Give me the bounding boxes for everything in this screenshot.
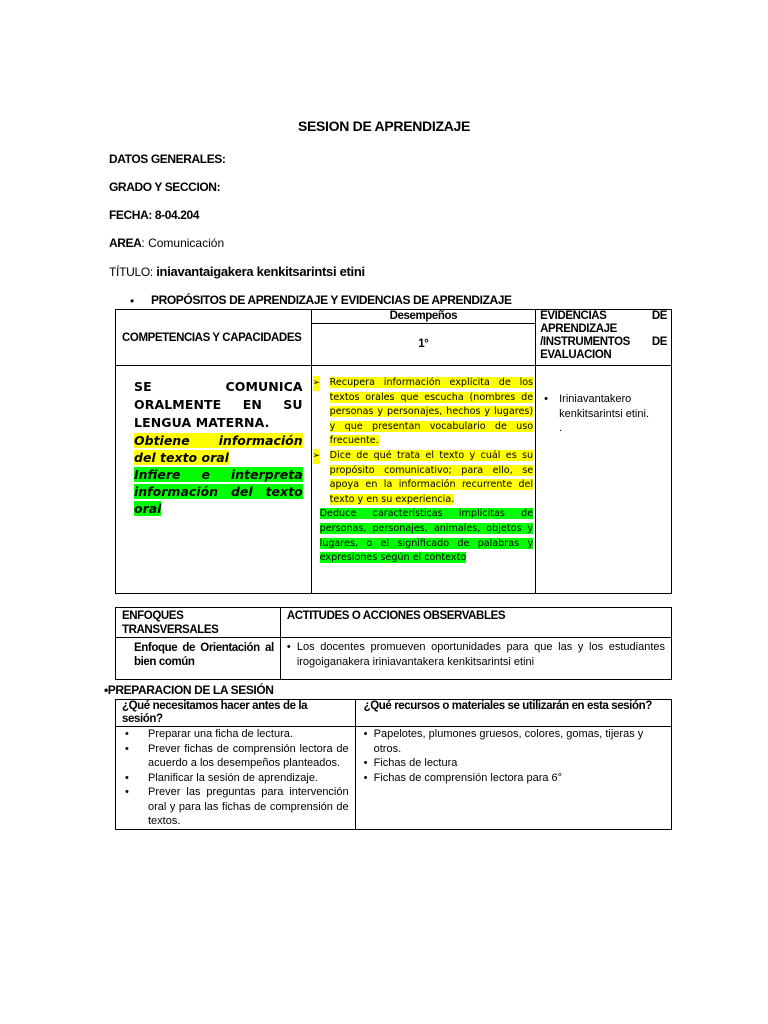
list-item bbox=[356, 771, 667, 786]
evidencia-text: Iriniavantakero kenkitsarintsi etini. bbox=[559, 393, 649, 420]
area-line bbox=[109, 236, 224, 250]
capacidad-infiere bbox=[134, 466, 303, 517]
arrow-bullet-icon: ➢ bbox=[313, 449, 321, 464]
recursos-list bbox=[356, 727, 667, 785]
header-desempenos: Desempeños bbox=[312, 310, 535, 324]
antes-list bbox=[118, 727, 349, 829]
titulo-label: TÍTULO: bbox=[109, 265, 153, 279]
capacidad-obtiene bbox=[134, 432, 303, 466]
bullet-icon: • bbox=[125, 728, 129, 740]
desempeno-text: Recupera información explícita de los textos orales que escucha (nombres de personas y personajes, hechos y lugares) y que presentan vocabulario de uso frecuente. bbox=[329, 377, 534, 447]
preparacion-table bbox=[115, 699, 672, 830]
bullet-icon: • bbox=[125, 742, 129, 755]
competencia-text: SE COMUNICA ORALMENTE EN SU LENGUA MATERNA. bbox=[134, 379, 303, 430]
header-enfoques: ENFOQUES TRANSVERSALES bbox=[122, 610, 219, 636]
competencia-cell bbox=[116, 366, 312, 594]
list-item-text: Prever las preguntas para intervención oral y para las fichas de comprensión de textos. bbox=[148, 786, 349, 827]
list-item-text: Prever fichas de comprensión lectora de acuerdo a los desempeños planteados. bbox=[148, 742, 349, 769]
enfoque-text: Enfoque de Orientación al bien común bbox=[134, 642, 274, 668]
enfoques-table bbox=[115, 607, 672, 680]
header-evidencias-cell bbox=[536, 310, 672, 366]
actitud-text: Los docentes promueven oportunidades para que las y los estudiantes irogoiganakera iriniavantakera kenkitsarintsi etini bbox=[296, 641, 665, 668]
desempeno-item bbox=[313, 449, 533, 507]
list-item bbox=[118, 742, 349, 771]
list-item-text: Fichas de comprensión lectora para 6° bbox=[373, 771, 563, 784]
recursos-cell bbox=[355, 727, 671, 830]
header-actitudes-cell bbox=[280, 608, 671, 638]
area-value: : Comunicación bbox=[141, 236, 225, 250]
desempenos-list bbox=[313, 376, 533, 566]
header-competencias-cell bbox=[116, 310, 312, 366]
arrow-bullet-icon: ➢ bbox=[313, 376, 321, 391]
titulo-value: iniavantaigakera kenkitsarintsi etini bbox=[156, 264, 365, 279]
propositos-bullet: • bbox=[130, 294, 135, 308]
header-evidencias: EVIDENCIAS DE APRENDIZAJE /INSTRUMENTOS DE EVALUACION bbox=[540, 310, 667, 361]
desempeno-item bbox=[313, 376, 533, 449]
actitud-bullet: • bbox=[286, 641, 291, 653]
page-title: SESION DE APRENDIZAJE bbox=[297, 118, 471, 134]
list-item bbox=[356, 756, 667, 771]
bullet-icon: • bbox=[125, 771, 129, 784]
header-desempenos-cell bbox=[311, 310, 535, 366]
capacidad-infiere-text: Infiere e interpreta información del texto oral bbox=[134, 467, 303, 516]
header-recursos-cell bbox=[355, 700, 671, 727]
fecha-label: FECHA: 8-04.204 bbox=[109, 208, 200, 222]
header-recursos: ¿Qué recursos o materiales se utilizarán en esta sesión? bbox=[363, 700, 652, 712]
titulo-line bbox=[109, 264, 365, 279]
area-label: AREA bbox=[109, 236, 142, 250]
header-enfoques-cell bbox=[116, 608, 281, 638]
bullet-icon: • bbox=[363, 728, 368, 740]
list-item bbox=[118, 727, 349, 742]
desempeno-text: Dice de qué trata el texto y cuál es su propósito comunicativo; para ello, se apoya en la información recurrente del texto y en su experiencia. bbox=[329, 449, 534, 505]
bullet-icon: • bbox=[363, 757, 368, 769]
evidencia-dot: . bbox=[559, 422, 563, 434]
propositos-table bbox=[115, 309, 672, 594]
grado-seccion-label: GRADO Y SECCION: bbox=[109, 180, 221, 194]
header-grado: 1° bbox=[418, 338, 429, 350]
bullet-icon: • bbox=[363, 771, 368, 784]
list-item-text: Fichas de lectura bbox=[373, 757, 458, 769]
header-competencias: COMPETENCIAS Y CAPACIDADES bbox=[122, 331, 302, 344]
actitud-item bbox=[287, 640, 665, 669]
list-item-text: Preparar una ficha de lectura. bbox=[148, 728, 293, 740]
propositos-heading: PROPÓSITOS DE APRENDIZAJE Y EVIDENCIAS DE APRENDIZAJE bbox=[151, 293, 512, 307]
list-item bbox=[118, 771, 349, 786]
evidencias-cell bbox=[536, 366, 672, 594]
actitud-cell bbox=[280, 638, 671, 680]
antes-cell bbox=[116, 727, 356, 830]
desempeno-deduce bbox=[313, 507, 533, 565]
list-item bbox=[356, 727, 667, 756]
capacidad-obtiene-text: Obtiene información del texto oral bbox=[134, 433, 303, 465]
evidencia-item bbox=[544, 392, 667, 436]
enfoque-cell bbox=[116, 638, 281, 680]
list-item bbox=[118, 785, 349, 829]
datos-generales-label: DATOS GENERALES: bbox=[109, 152, 226, 166]
header-antes-cell bbox=[116, 700, 356, 727]
preparacion-heading: •PREPARACION DE LA SESIÓN bbox=[104, 683, 274, 697]
header-actitudes: ACTITUDES O ACCIONES OBSERVABLES bbox=[286, 610, 506, 622]
evidencia-bullet: • bbox=[544, 393, 548, 405]
list-item-text: Papelotes, plumones gruesos, colores, gomas, tijeras y otros. bbox=[373, 728, 644, 755]
desempeno-text: Deduce características implícitas de personas, personajes, animales, objetos y lugares, o el significado de palabras y expresiones según el contexto bbox=[319, 508, 534, 564]
desempenos-cell bbox=[311, 366, 535, 594]
list-item-text: Planificar la sesión de aprendizaje. bbox=[148, 771, 318, 784]
bullet-icon: • bbox=[125, 786, 129, 798]
header-antes: ¿Qué necesitamos hacer antes de la sesión? bbox=[122, 700, 308, 725]
